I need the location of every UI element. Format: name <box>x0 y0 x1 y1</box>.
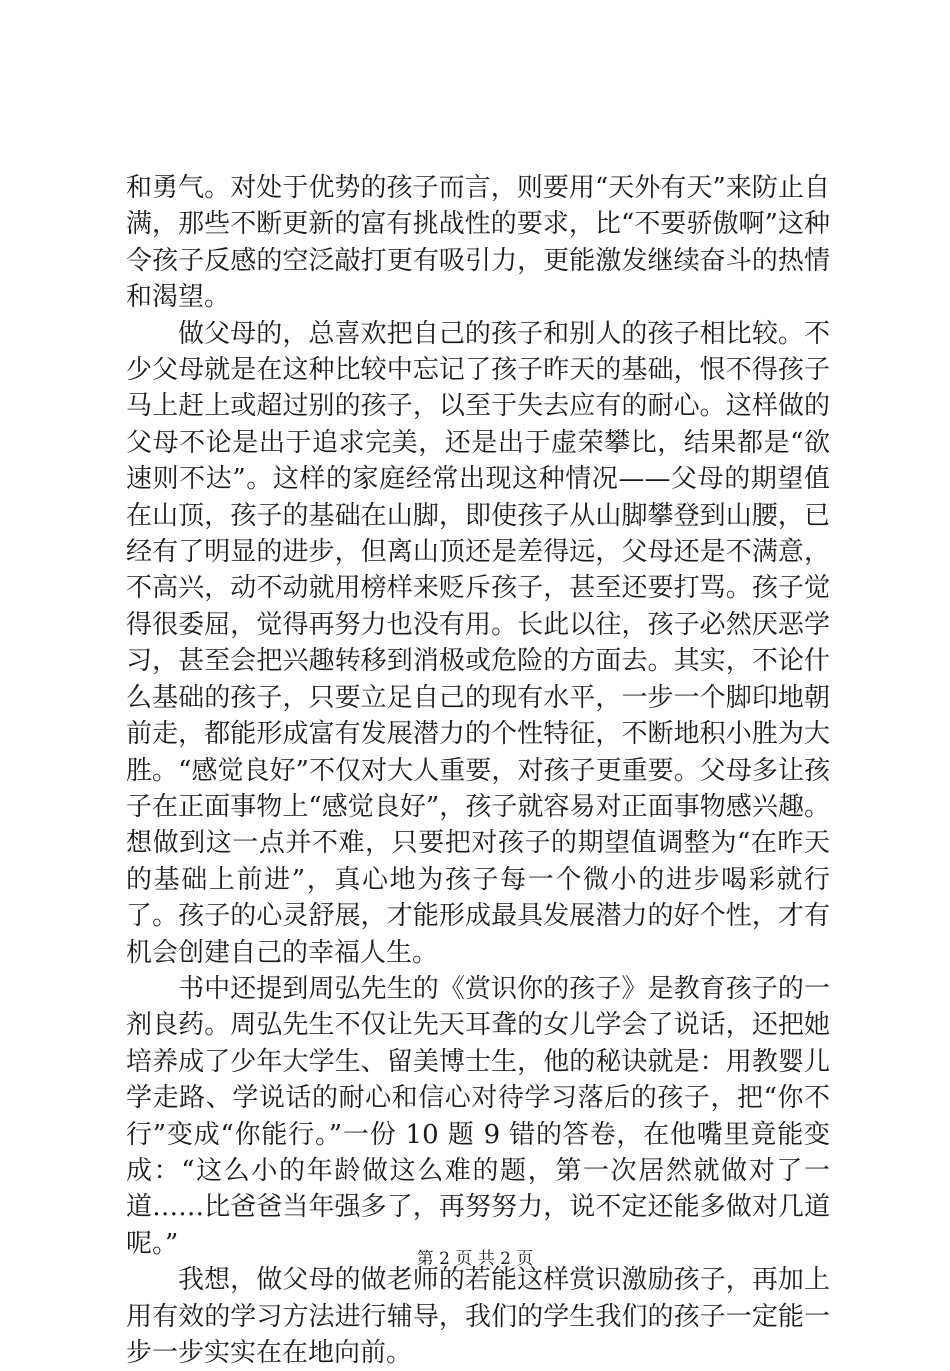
paragraph-parent-comparison: 做父母的，总喜欢把自己的孩子和别人的孩子相比较。不少父母就是在这种比较中忘记了孩子昨天的基础，恨不得孩子马上赶上或超过别的孩子，以至于失去应有的耐心。这样做的父母不论是出于追求完美，还是出于虚荣攀比，结果都是“欲速则不达”。这样的家庭经常出现这种情况——父母的期望值在山顶，孩子的基础在山脚，即使孩子从山脚攀登到山腰，已经有了明显的进步，但离山顶还是差得远，父母还是不满意，不高兴，动不动就用榜样来贬斥孩子，甚至还要打骂。孩子觉得很委屈，觉得再努力也没有用。长此以往，孩子必然厌恶学习，甚至会把兴趣转移到消极或危险的方面去。其实，不论什么基础的孩子，只要立足自己的现有水平，一步一个脚印地朝前走，都能形成富有发展潜力的个性特征，不断地积小胜为大胜。“感觉良好”不仅对大人重要，对孩子更重要。父母多让孩子在正面事物上“感觉良好”，孩子就容易对正面事物感兴趣。想做到这一点并不难，只要把对孩子的期望值调整为“在昨天的基础上前进”，真心地为孩子每一个微小的进步喝彩就行了。孩子的心灵舒展，才能形成最具发展潜力的好个性，才有机会创建自己的幸福人生。 <box>126 318 830 968</box>
paragraph-zhou-hong: 书中还提到周弘先生的《赏识你的孩子》是教育孩子的一剂良药。周弘先生不仅让先天耳聋的女儿学会了说话，还把她培养成了少年大学生、留美博士生，他的秘诀就是：用教婴儿学走路、学说话的耐心和信心对待学习落后的孩子，把“你不行”变成“你能行。”一份 10 题 9 错的答卷，在他嘴里竟能变成：“这么小的年龄做这么难的题，第一次居然就做对了一道……比爸爸当年强多了，再努努力，说不定还能多做对几道呢。” <box>126 973 830 1259</box>
paragraph-conclusion: 我想，做父母的做老师的若能这样赏识激励孩子，再加上用有效的学习方法进行辅导，我们的学生我们的孩子一定能一步一步实实在在地向前。 <box>126 1265 830 1368</box>
document-body <box>126 170 830 1371</box>
page-footer: 第 2 页 共 2 页 <box>416 1249 534 1269</box>
paragraph-continued: 和勇气。对处于优势的孩子而言，则要用“天外有天”来防止自满，那些不断更新的富有挑战性的要求，比“不要骄傲啊”这种令孩子反感的空泛敲打更有吸引力，更能激发继续奋斗的热情和渴望。 <box>126 173 830 313</box>
